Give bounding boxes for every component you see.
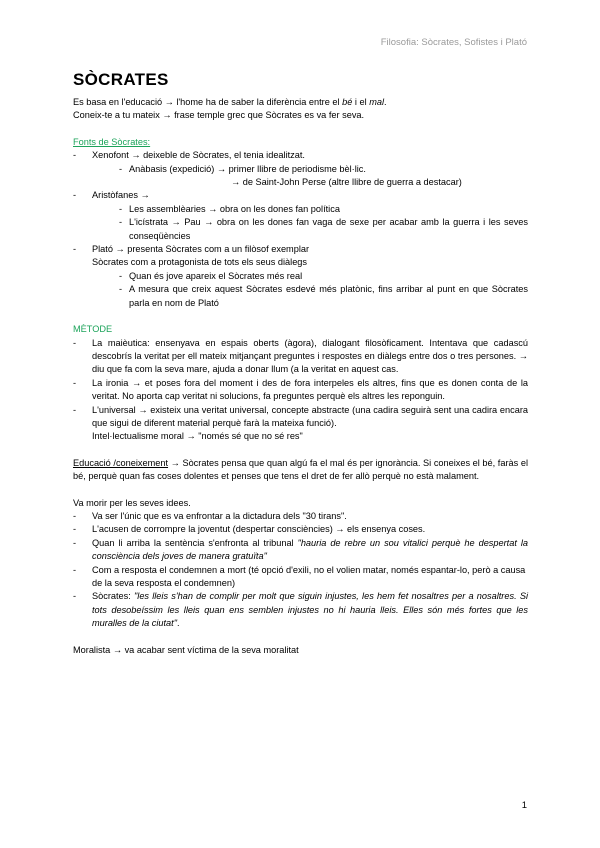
- list-item-ironia: - La ironia → et poses fora del moment i des de fora interpeles els altres, fins que es donen conta de la veritat. No aporta cap veritat ni solucions, fa preguntes perquè els altres les reponguin.: [73, 377, 528, 402]
- intellectualisme-line: Intel·lectualisme moral → "només sé que no sé res": [92, 431, 303, 442]
- metode-heading: MÈTODE: [73, 324, 113, 335]
- list-item-lleis: - Sòcrates: "les lleis s'han de complir per molt que siguin injustes, les hem fet nosaltres per a nosaltres. Si tots desobeíssim les lleis quan ens semblen injustes no hi hauria lleis. Elles són més fortes que les muralles de la ciutat".: [73, 591, 528, 629]
- intro-line-2: Coneix-te a tu mateix → frase temple grec que Sòcrates es va fer seva.: [73, 110, 365, 121]
- morir-line: Va morir per les seves idees.: [73, 497, 191, 508]
- list-item-joventut: - L'acusen de corrompre la joventut (despertar consciències) → els ensenya coses.: [73, 524, 426, 535]
- list-item-plato: - Plató → presenta Sòcrates com a un filòsof exemplar: [73, 244, 310, 255]
- plato-continuation: Sòcrates com a protagonista de tots els seus diàlegs: [92, 257, 308, 268]
- list-item-licistrata: - L'icístrata → Pau → obra on les dones fan vaga de sexe per acabar amb la guerra i les seves conseqüències: [119, 217, 528, 241]
- list-item-aristofanes: - Aristòfanes →: [73, 190, 150, 201]
- anabasis-continuation: → de Saint-John Perse (altre llibre de guerra a destacar): [231, 177, 462, 188]
- list-item-maieutica: - La maièutica: ensenyava en espais oberts (àgora), dialogant filosòficament. Intentava que cadascú descobrís la veritat per ell mateix mitjançant preguntes i respostes en diàlegs entre dos o tres persones. → diu que fa com la seva mare, ajuda a donar llum (a la veritat en aquest cas.: [73, 337, 528, 375]
- list-item-mesura: - A mesura que creix aquest Sòcrates esdevé més platònic, fins arribar al punt en que Sòcrates parla en nom de Plató: [119, 284, 528, 308]
- document-body: [73, 70, 528, 657]
- running-header: Filosofia: Sòcrates, Sofistes i Plató: [380, 37, 527, 48]
- list-item-universal: - L'universal → existeix una veritat universal, concepte abstracte (una cadira seguirà sent una cadira encara que sigui de diferent material perquè farà la mateixa funció).: [73, 404, 528, 428]
- intro-line-1: Es basa en l'educació → l'home ha de saber la diferència entre el bé i el mal.: [73, 97, 387, 107]
- list-item-sentencia: - Quan li arriba la sentència s'enfronta al tribunal "hauria de rebre un sou vitalici perquè he despertat la consciència dels joves de manera gratuïta": [73, 537, 528, 562]
- fonts-heading: Fonts de Sòcrates:: [73, 136, 151, 147]
- page-number: 1: [521, 800, 527, 811]
- list-item-condemna: - Com a resposta el condemnen a mort (té opció d'exili, no el volien matar, només espantar-lo, però a causa de la seva resposta el condemnen): [73, 564, 526, 588]
- list-item-anabasis: - Anàbasis (expedició) → primer llibre de periodisme bèl·lic.: [119, 163, 366, 174]
- page-title: SÒCRATES: [73, 70, 169, 89]
- moralista-line: Moralista → va acabar sent víctima de la seva moralitat: [73, 644, 299, 655]
- list-item-assemblearies: - Les assemblèaries → obra on les dones fan política: [119, 203, 340, 214]
- educacio-paragraph: Educació /coneixement → Sòcrates pensa que quan algú fa el mal és per ignorància. Si coneixes el bé, faràs el bé, perquè quan fas coses dolentes et penses que tens el dret de fer allò perquè no està malament.: [73, 457, 528, 482]
- list-item-xenofont: - Xenofont → deixeble de Sòcrates, el tenia idealitzat.: [73, 150, 305, 161]
- list-item-tirans: - Va ser l'únic que es va enfrontar a la dictadura dels "30 tirans".: [73, 510, 347, 521]
- list-item-jove: - Quan és jove apareix el Sòcrates més real: [119, 270, 303, 281]
